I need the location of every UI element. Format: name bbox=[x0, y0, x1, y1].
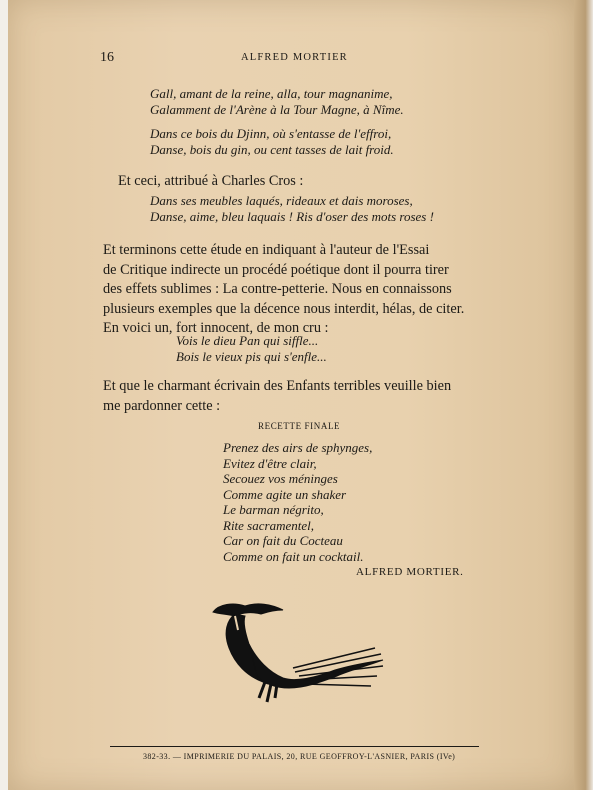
verse-line: Danse, aime, bleu laquais ! Ris d'oser des mots roses ! bbox=[150, 208, 434, 224]
page-edge bbox=[574, 0, 593, 790]
recipe-title: RECETTE FINALE bbox=[258, 421, 341, 431]
recipe-line: Evitez d'être clair, bbox=[223, 455, 317, 471]
verse-gall bbox=[150, 86, 404, 117]
recipe-line: Comme on fait un cocktail. bbox=[223, 548, 364, 564]
contrepetterie-paragraph bbox=[103, 241, 464, 339]
recipe-line: Secouez vos méninges bbox=[223, 471, 338, 486]
paragraph-line: des effets sublimes : La contre-petterie. Nous en connaissons bbox=[103, 281, 452, 297]
verse-line: Gall, amant de la reine, alla, tour magnanime, bbox=[150, 86, 393, 101]
recipe-line: Le barman négrito, bbox=[223, 502, 324, 517]
paragraph-line: En voici un, fort innocent, de mon cru : bbox=[103, 320, 329, 336]
signature: ALFRED MORTIER. bbox=[356, 566, 464, 578]
page-number: 16 bbox=[100, 50, 114, 65]
paragraph-line: de Critique indirecte un procédé poétique dont il pourra tirer bbox=[103, 261, 449, 278]
recipe-line: Comme agite un shaker bbox=[223, 486, 347, 502]
running-title: ALFRED MORTIER bbox=[241, 52, 348, 63]
verse-line: Dans ce bois du Djinn, où s'entasse de l'effroi, bbox=[150, 126, 392, 141]
closing-paragraph bbox=[103, 377, 451, 416]
paragraph-line: me pardonner cette : bbox=[103, 397, 221, 414]
paragraph-line: Et que le charmant écrivain des Enfants terribles veuille bien bbox=[103, 378, 452, 394]
footer-rule bbox=[110, 746, 479, 747]
recipe-line: Rite sacramentel, bbox=[223, 517, 314, 533]
paragraph-line: plusieurs exemples que la décence nous interdit, hélas, de citer. bbox=[103, 300, 465, 317]
rooster-vignette-icon bbox=[205, 598, 385, 710]
verse-line: Danse, bois du gin, ou cent tasses de lait froid. bbox=[150, 141, 394, 157]
recipe-line: Car on fait du Cocteau bbox=[223, 533, 343, 548]
verse-line: Bois le vieux pis qui s'enfle... bbox=[176, 348, 327, 364]
verse-line: Galamment de l'Arène à la Tour Magne, à Nîme. bbox=[150, 101, 404, 117]
intro-cros: Et ceci, attribué à Charles Cros : bbox=[118, 173, 304, 189]
recipe-line: Prenez des airs de sphynges, bbox=[223, 440, 373, 455]
verse-pan bbox=[176, 333, 327, 364]
verse-line: Vois le dieu Pan qui siffle... bbox=[176, 333, 319, 348]
verse-djinn bbox=[150, 126, 394, 157]
verse-cros bbox=[150, 193, 434, 224]
recipe-poem bbox=[223, 440, 372, 564]
paragraph-line: Et terminons cette étude en indiquant à l'auteur de l'Essai bbox=[103, 242, 430, 258]
verse-line: Dans ses meubles laqués, rideaux et dais moroses, bbox=[150, 193, 413, 208]
printer-footer: 382-33. — IMPRIMERIE DU PALAIS, 20, RUE GEOFFROY-L'ASNIER, PARIS (IVe) bbox=[143, 752, 456, 761]
